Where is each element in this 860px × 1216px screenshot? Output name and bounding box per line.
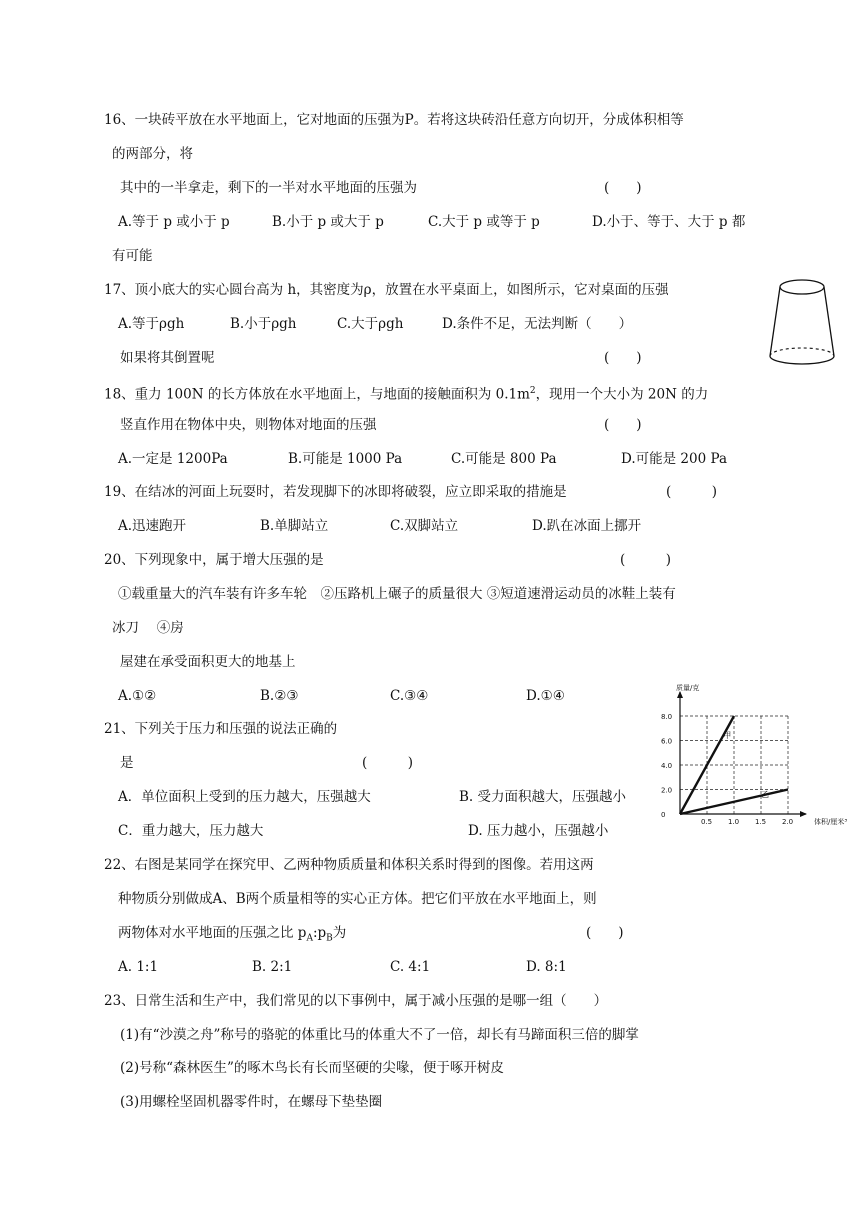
q22-stem-line1: 22、右图是某同学在探究甲、乙两种物质质量和体积关系时得到的图像。若用这两 [104,857,594,873]
frustum-figure [766,276,838,368]
q18-answer-paren: ( ) [604,417,642,433]
y-tick-label: 2.0 [661,786,673,795]
q22-stem-line3: 两物体对水平地面的压强之比 $p_A:p_B$为 [118,925,347,944]
q19-option-c: C.双脚站立 [390,518,459,534]
q23-item-3: (3)用螺栓坚固机器零件时，在螺母下垫垫圈 [120,1094,383,1110]
x-tick-label: 1.0 [728,818,740,826]
mass-volume-chart [654,678,860,828]
q18-stem-line1: 18、重力 100N 的长方体放在水平地面上，与地面的接触面积为 $0.1m^2$，现用一个大小为 20N 的力 [104,386,709,403]
q19-stem-line1: 19、在结冰的河面上玩耍时，若发现脚下的冰即将破裂，应立即采取的措施是 [104,484,567,500]
q21-stem-line1: 21、下列关于压力和压强的说法正确的 [104,721,338,737]
q17-option-d: D.条件不足，无法判断（ ） [442,316,633,332]
q19-option-b: B.单脚站立 [260,518,329,534]
q22-option-a: A. 1:1 [118,959,159,975]
chart-axes [677,691,807,817]
q23-item-2: (2)号称“森林医生”的啄木鸟长有长而坚硬的尖喙，便于啄开树皮 [120,1060,504,1076]
q18-stem-line2: 竖直作用在物体中央，则物体对地面的压强 [120,417,377,433]
q21-option-d: D. 压力越小，压强越小 [468,823,609,839]
q20-answer-paren: ( ) [620,552,672,568]
chart-grid [680,716,788,814]
q19-option-d: D.趴在冰面上挪开 [532,518,642,534]
q16-stem-line3: 其中的一半拿走，剩下的一半对水平地面的压强为 [120,180,417,196]
q16-option-d-cont: 有可能 [112,248,153,264]
q16-option-d: D.小于、等于、大于 p 都 [592,214,746,230]
x-tick-label: 1.5 [755,818,767,826]
y-axis-arrow [677,691,683,698]
q23-stem-line1: 23、日常生活和生产中，我们常见的以下事例中，属于减小压强的是哪一组（ ） [104,993,608,1009]
q21-option-a: A．单位面积上受到的压力越大，压强越大 [118,789,371,805]
q22-option-d: D. 8:1 [526,959,567,975]
q21-stem-line2: 是 [120,755,134,771]
q18-option-a: A.一定是 1200Pa [118,451,228,467]
q17-answer-paren: ( ) [604,350,642,366]
q20-stem-line3: 冰刀 ④房 [112,620,184,636]
q17-option-b: B.小于ρgh [230,316,297,332]
series-label: 甲 [723,731,732,741]
q22-option-c: C. 4:1 [390,959,431,975]
chart-y-axis-label: 质量/克 [676,684,700,692]
q16-option-a: A.等于 p 或小于 p [118,214,230,230]
q18-option-d: D.可能是 200 Pa [621,451,728,467]
chart-x-axis-label: 体积/厘米³ [814,818,848,826]
series-label: 乙 [761,789,769,799]
y-tick-label: 6.0 [661,737,673,746]
q22-option-b: B. 2:1 [252,959,293,975]
x-axis-arrow [800,811,807,817]
y-tick-label: 0 [661,811,666,819]
y-tick-label: 8.0 [661,713,673,721]
q20-option-a: A.①② [118,688,157,704]
q16-option-b: B.小于 p 或大于 p [272,214,384,230]
q21-answer-paren: ( ) [362,755,414,771]
q22-answer-paren: ( ) [586,925,624,941]
q18-option-b: B.可能是 1000 Pa [288,451,403,467]
q21-option-b: B. 受力面积越大，压强越小 [459,789,627,805]
x-tick-label: 0.5 [701,818,713,826]
q20-stem-line1: 20、下列现象中，属于增大压强的是 [104,552,324,568]
x-tick-label: 2.0 [782,818,794,826]
q20-option-b: B.②③ [260,688,299,704]
q18-option-c: C.可能是 800 Pa [451,451,557,467]
q16-stem-line1: 16、一块砖平放在水平地面上，它对地面的压强为P。若将这块砖沿任意方向切开，分成体积相等 [104,112,684,128]
y-tick-label: 4.0 [661,762,673,770]
q20-stem-line4: 屋建在承受面积更大的地基上 [120,654,296,670]
q23-item-1: (1)有“沙漠之舟”称号的骆驼的体重比马的体重大不了一倍，却长有马蹄面积三倍的脚掌 [120,1027,639,1043]
q19-answer-paren: ( ) [666,484,718,500]
q19-option-a: A.迅速跑开 [118,518,187,534]
q20-option-c: C.③④ [390,688,429,704]
q17-option-c: C.大于ρgh [337,316,404,332]
q21-option-c: C．重力越大，压力越大 [118,823,264,839]
q20-option-d: D.①④ [526,688,565,704]
q17-option-a: A.等于ρgh [118,316,185,332]
q16-option-c: C.大于 p 或等于 p [428,214,540,230]
q20-stem-line2: ①载重量大的汽车装有许多车轮 ②压路机上碾子的质量很大 ③短道速滑运动员的冰鞋上装有 [118,586,676,602]
q17-stem-line2: 如果将其倒置呢 [120,350,215,366]
q17-stem-line1: 17、顶小底大的实心圆台高为 h，其密度为ρ，放置在水平桌面上，如图所示，它对桌面的压强 [104,282,669,298]
q22-stem-line2: 种物质分别做成A、B两个质量相等的实心正方体。把它们平放在水平地面上，则 [118,891,597,907]
q16-answer-paren: ( ) [604,180,642,196]
q16-stem-line2: 的两部分，将 [112,146,193,162]
